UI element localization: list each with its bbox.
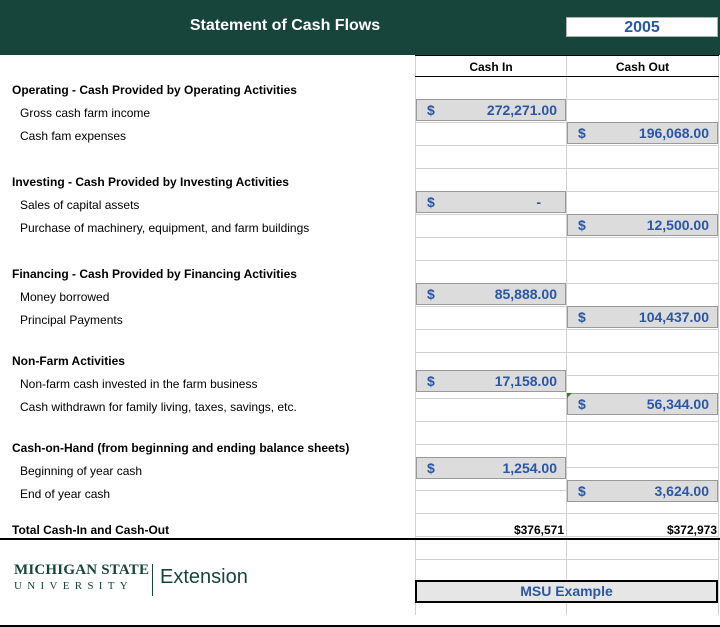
row-label-gross-income: Gross cash farm income (20, 106, 151, 120)
currency-symbol: $ (578, 396, 586, 412)
section-financing-title: Financing - Cash Provided by Financing Activities (12, 267, 297, 281)
totals-label: Total Cash-In and Cash-Out (12, 523, 170, 537)
row-gridline (415, 329, 719, 330)
section-nonfarm-title: Non-Farm Activities (12, 354, 125, 368)
currency-symbol: $ (427, 460, 435, 476)
row-label-farm-expenses: Cash fam expenses (20, 129, 127, 143)
currency-symbol: $ (427, 373, 435, 389)
currency-symbol: $ (427, 102, 435, 118)
logo-separator (152, 564, 153, 596)
section-investing-title: Investing - Cash Provided by Investing Activities (12, 175, 289, 189)
row-gridline (415, 421, 719, 422)
total-cash-in: $376,571 (513, 523, 564, 537)
currency-symbol: $ (427, 194, 435, 210)
comment-marker-icon (567, 393, 572, 398)
section-operating-title: Operating - Cash Provided by Operating Activities (12, 83, 297, 97)
column-header-topline (415, 55, 719, 56)
cell-value: 12,500.00 (646, 217, 709, 233)
logo-line-1: MICHIGAN STATE (14, 562, 150, 578)
msu-logo (14, 562, 149, 592)
row-label-cash-withdrawn: Cash withdrawn for family living, taxes, savings, etc. (20, 400, 297, 414)
cell-money-borrowed-in[interactable] (416, 283, 566, 305)
cell-value: 104,437.00 (638, 309, 709, 325)
cell-value: 196,068.00 (638, 125, 709, 141)
cash-out-header: Cash Out (615, 60, 670, 74)
currency-symbol: $ (578, 125, 586, 141)
cell-principal-payments-out[interactable] (567, 306, 718, 328)
cell-value: 3,624.00 (654, 483, 709, 499)
row-label-principal-payments: Principal Payments (20, 313, 123, 327)
year-field[interactable]: 2005 (566, 17, 718, 37)
row-gridline (415, 168, 719, 169)
row-gridline (415, 559, 719, 560)
cell-sales-assets-in[interactable] (416, 191, 566, 213)
cell-value: 17,158.00 (494, 373, 557, 389)
row-gridline (415, 260, 719, 261)
row-gridline (415, 444, 719, 445)
total-cash-out: $372,973 (666, 523, 717, 537)
cell-beginning-cash-in[interactable] (416, 457, 566, 479)
cell-value: - (536, 194, 541, 210)
row-gridline (415, 145, 719, 146)
row-gridline (415, 237, 719, 238)
cell-nonfarm-invested-in[interactable] (416, 370, 566, 392)
cell-purchase-machinery-out[interactable] (567, 214, 718, 236)
column-divider-right (718, 55, 719, 615)
msu-example-label: MSU Example (415, 580, 718, 603)
row-label-beginning-cash: Beginning of year cash (20, 464, 143, 478)
row-label-purchase-machinery: Purchase of machinery, equipment, and farm buildings (20, 221, 310, 235)
cash-in-header: Cash In (469, 60, 513, 74)
currency-symbol: $ (427, 286, 435, 302)
cell-ending-cash-out[interactable] (567, 480, 718, 502)
cell-gross-income-in[interactable] (416, 99, 566, 121)
row-label-money-borrowed: Money borrowed (20, 290, 110, 304)
cell-value: 1,254.00 (502, 460, 557, 476)
logo-extension: Extension (160, 566, 248, 588)
cell-value: 272,271.00 (486, 102, 557, 118)
cell-farm-expenses-out[interactable] (567, 122, 718, 144)
cell-value: 85,888.00 (494, 286, 557, 302)
row-label-ending-cash: End of year cash (20, 487, 111, 501)
section-cash-on-hand-title: Cash-on-Hand (from beginning and ending balance sheets) (12, 441, 350, 455)
column-header-underline (415, 76, 719, 77)
totals-divider (0, 538, 720, 540)
cell-value: 56,344.00 (646, 396, 709, 412)
currency-symbol: $ (578, 483, 586, 499)
row-gridline (415, 352, 719, 353)
currency-symbol: $ (578, 217, 586, 233)
row-label-nonfarm-invested: Non-farm cash invested in the farm business (20, 377, 258, 391)
statement-title: Statement of Cash Flows (189, 17, 381, 34)
row-label-sales-assets: Sales of capital assets (20, 198, 140, 212)
row-gridline (415, 513, 719, 514)
cell-cash-withdrawn-out[interactable] (567, 393, 718, 415)
logo-line-2: UNIVERSITY (14, 580, 133, 592)
currency-symbol: $ (578, 309, 586, 325)
